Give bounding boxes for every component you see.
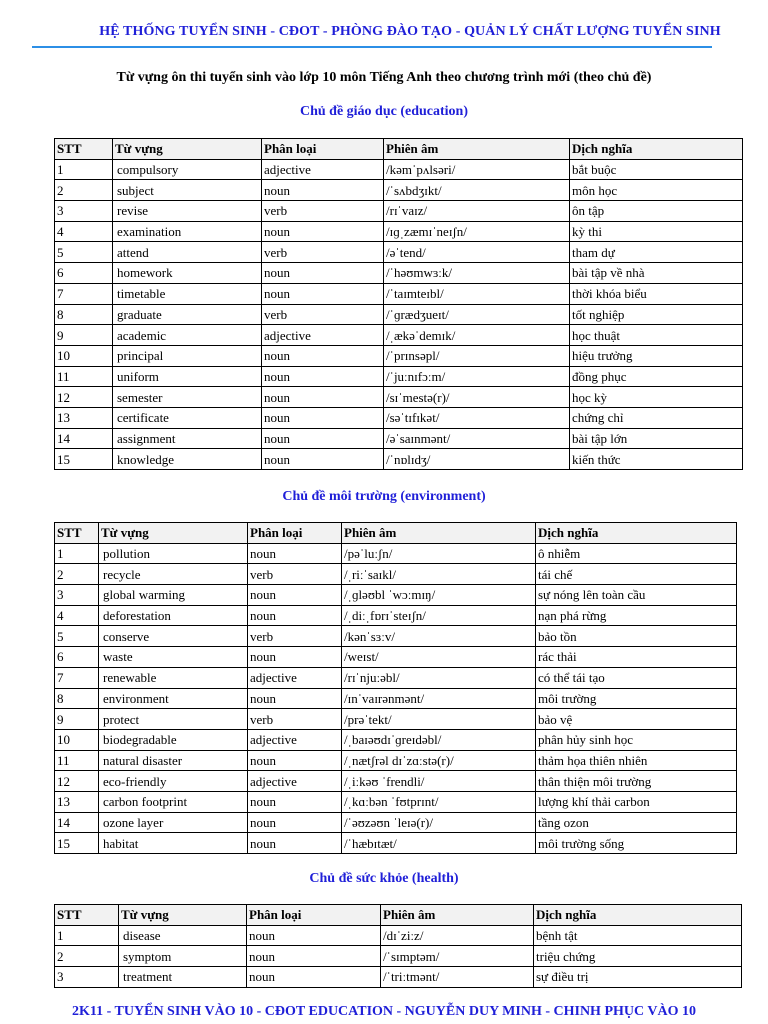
meaning: thảm họa thiên nhiên — [536, 750, 737, 771]
phonetic: /pəˈluːʃn/ — [342, 543, 536, 564]
word-type: adjective — [248, 729, 342, 750]
table-header-row — [55, 523, 737, 544]
meaning: chứng chỉ — [570, 407, 743, 428]
vocab-word: certificate — [113, 407, 262, 428]
vocab-word: compulsory — [113, 159, 262, 180]
phonetic: /ˈjuːnɪfɔːm/ — [384, 366, 570, 387]
row-number: 2 — [55, 180, 113, 201]
row-number: 1 — [55, 543, 99, 564]
vocab-word: principal — [113, 345, 262, 366]
section-title-health: Chủ đề sức khỏe (health) — [309, 871, 459, 886]
meaning: bài tập lớn — [570, 428, 743, 449]
meaning: môi trường — [536, 688, 737, 709]
phonetic: /ˌiːkəʊ ˈfrendli/ — [342, 771, 536, 792]
header-stt: STT — [55, 523, 99, 544]
row-number: 5 — [55, 242, 113, 263]
table-row — [55, 667, 737, 688]
word-type: noun — [262, 387, 384, 408]
table-row — [55, 180, 743, 201]
phonetic: /əˈsaɪnmənt/ — [384, 428, 570, 449]
phonetic: /ˈprɪnsəpl/ — [384, 345, 570, 366]
meaning: có thể tái tạo — [536, 667, 737, 688]
vocab-word: protect — [99, 709, 248, 730]
phonetic: /ˈhæbɪtæt/ — [342, 833, 536, 854]
word-type: noun — [248, 647, 342, 668]
vocab-word: recycle — [99, 564, 248, 585]
row-number: 7 — [55, 667, 99, 688]
phonetic: /ˌdiːˌfɒrɪˈsteɪʃn/ — [342, 605, 536, 626]
row-number: 10 — [55, 729, 99, 750]
row-number: 14 — [55, 812, 99, 833]
phonetic: /ˈhəʊmwɜːk/ — [384, 263, 570, 284]
meaning: bảo vệ — [536, 709, 737, 730]
meaning: lượng khí thải carbon — [536, 791, 737, 812]
table-row — [55, 449, 743, 470]
meaning: học kỳ — [570, 387, 743, 408]
word-type: noun — [248, 750, 342, 771]
header-ipa: Phiên âm — [381, 905, 534, 926]
table-row — [55, 543, 737, 564]
table-row — [55, 263, 743, 284]
header-meaning: Dịch nghĩa — [534, 905, 742, 926]
row-number: 13 — [55, 407, 113, 428]
row-number: 10 — [55, 345, 113, 366]
header-stt: STT — [55, 139, 113, 160]
meaning: bắt buộc — [570, 159, 743, 180]
vocab-word: knowledge — [113, 449, 262, 470]
vocab-word: assignment — [113, 428, 262, 449]
table-row — [55, 387, 743, 408]
table-header-row — [55, 139, 743, 160]
vocab-word: timetable — [113, 283, 262, 304]
vocab-word: environment — [99, 688, 248, 709]
document-title: Từ vựng ôn thi tuyển sinh vào lớp 10 môn Tiếng Anh theo chương trình mới (theo chủ đề) — [116, 70, 652, 85]
table-row — [55, 585, 737, 606]
vocab-word: semester — [113, 387, 262, 408]
row-number: 6 — [55, 263, 113, 284]
vocab-word: eco-friendly — [99, 771, 248, 792]
header-meaning: Dịch nghĩa — [570, 139, 743, 160]
word-type: verb — [248, 626, 342, 647]
table-row — [55, 688, 737, 709]
page-header: HỆ THỐNG TUYỂN SINH - CĐOT - PHÒNG ĐÀO TẠO - QUẢN LÝ CHẤT LƯỢNG TUYỂN SINH — [99, 24, 721, 39]
meaning: ô nhiễm — [536, 543, 737, 564]
vocab-word: conserve — [99, 626, 248, 647]
header-type: Phân loại — [247, 905, 381, 926]
table-row — [55, 709, 737, 730]
phonetic: /ˈəʊzəʊn ˈleɪə(r)/ — [342, 812, 536, 833]
table-row — [55, 771, 737, 792]
meaning: kỳ thi — [570, 221, 743, 242]
word-type: adjective — [248, 771, 342, 792]
phonetic: /sɪˈmestə(r)/ — [384, 387, 570, 408]
meaning: triệu chứng — [534, 946, 742, 967]
table-row — [55, 946, 742, 967]
table-row — [55, 407, 743, 428]
meaning: học thuật — [570, 325, 743, 346]
phonetic: /kəmˈpʌlsəri/ — [384, 159, 570, 180]
row-number: 8 — [55, 688, 99, 709]
word-type: verb — [262, 242, 384, 263]
meaning: tái chế — [536, 564, 737, 585]
table-row — [55, 366, 743, 387]
row-number: 3 — [55, 967, 119, 988]
vocab-word: natural disaster — [99, 750, 248, 771]
table-row — [55, 812, 737, 833]
row-number: 1 — [55, 925, 119, 946]
vocab-word: biodegradable — [99, 729, 248, 750]
section-title-education: Chủ đề giáo dục (education) — [299, 104, 469, 119]
row-number: 5 — [55, 626, 99, 647]
row-number: 11 — [55, 366, 113, 387]
vocab-word: academic — [113, 325, 262, 346]
phonetic: /ˌnætʃrəl dɪˈzɑːstə(r)/ — [342, 750, 536, 771]
header-word: Từ vựng — [99, 523, 248, 544]
table-row — [55, 647, 737, 668]
row-number: 2 — [55, 946, 119, 967]
word-type: verb — [248, 564, 342, 585]
meaning: bài tập về nhà — [570, 263, 743, 284]
meaning: ôn tập — [570, 201, 743, 222]
vocab-word: attend — [113, 242, 262, 263]
vocab-word: pollution — [99, 543, 248, 564]
vocab-word: symptom — [119, 946, 247, 967]
table-row — [55, 626, 737, 647]
vocab-word: carbon footprint — [99, 791, 248, 812]
row-number: 15 — [55, 833, 99, 854]
word-type: noun — [247, 925, 381, 946]
section-title-environment: Chủ đề môi trường (environment) — [282, 489, 486, 504]
vocab-word: ozone layer — [99, 812, 248, 833]
phonetic: /ˈsʌbdʒɪkt/ — [384, 180, 570, 201]
phonetic: /rɪˈvaɪz/ — [384, 201, 570, 222]
meaning: môn học — [570, 180, 743, 201]
phonetic: /ˌriːˈsaɪkl/ — [342, 564, 536, 585]
row-number: 14 — [55, 428, 113, 449]
word-type: noun — [248, 812, 342, 833]
word-type: noun — [248, 543, 342, 564]
row-number: 12 — [55, 771, 99, 792]
meaning: thời khóa biểu — [570, 283, 743, 304]
meaning: nạn phá rừng — [536, 605, 737, 626]
phonetic: /weɪst/ — [342, 647, 536, 668]
word-type: noun — [248, 605, 342, 626]
table-header-row — [55, 905, 742, 926]
phonetic: /səˈtɪfɪkət/ — [384, 407, 570, 428]
page-footer: 2K11 - TUYỂN SINH VÀO 10 - CĐOT EDUCATION - NGUYỄN DUY MINH - CHINH PHỤC VÀO 10 — [72, 1004, 696, 1019]
row-number: 2 — [55, 564, 99, 585]
word-type: noun — [248, 585, 342, 606]
header-divider — [32, 46, 712, 48]
meaning: môi trường sống — [536, 833, 737, 854]
phonetic: /ˌækəˈdemɪk/ — [384, 325, 570, 346]
phonetic: /dɪˈziːz/ — [381, 925, 534, 946]
word-type: noun — [262, 428, 384, 449]
word-type: adjective — [248, 667, 342, 688]
word-type: noun — [262, 283, 384, 304]
table-row — [55, 750, 737, 771]
row-number: 8 — [55, 304, 113, 325]
meaning: tầng ozon — [536, 812, 737, 833]
vocab-word: disease — [119, 925, 247, 946]
meaning: phân hủy sinh học — [536, 729, 737, 750]
word-type: adjective — [262, 325, 384, 346]
table-row — [55, 159, 743, 180]
word-type: noun — [262, 180, 384, 201]
table-row — [55, 201, 743, 222]
row-number: 7 — [55, 283, 113, 304]
vocab-word: deforestation — [99, 605, 248, 626]
phonetic: /kənˈsɜːv/ — [342, 626, 536, 647]
row-number: 9 — [55, 325, 113, 346]
word-type: noun — [248, 791, 342, 812]
header-stt: STT — [55, 905, 119, 926]
vocab-word: habitat — [99, 833, 248, 854]
table-row — [55, 605, 737, 626]
row-number: 4 — [55, 221, 113, 242]
header-meaning: Dịch nghĩa — [536, 523, 737, 544]
word-type: verb — [262, 304, 384, 325]
table-row — [55, 345, 743, 366]
word-type: noun — [247, 967, 381, 988]
meaning: sự nóng lên toàn cầu — [536, 585, 737, 606]
phonetic: /ˈtaɪmteɪbl/ — [384, 283, 570, 304]
meaning: bảo tồn — [536, 626, 737, 647]
meaning: đồng phục — [570, 366, 743, 387]
meaning: bệnh tật — [534, 925, 742, 946]
meaning: thân thiện môi trường — [536, 771, 737, 792]
word-type: noun — [262, 407, 384, 428]
row-number: 9 — [55, 709, 99, 730]
vocab-word: treatment — [119, 967, 247, 988]
phonetic: /ˈtriːtmənt/ — [381, 967, 534, 988]
header-ipa: Phiên âm — [342, 523, 536, 544]
header-word: Từ vựng — [119, 905, 247, 926]
header-type: Phân loại — [248, 523, 342, 544]
vocab-table-environment — [54, 522, 737, 854]
table-row — [55, 242, 743, 263]
vocab-word: uniform — [113, 366, 262, 387]
phonetic: /ˈɡrædʒueɪt/ — [384, 304, 570, 325]
row-number: 3 — [55, 201, 113, 222]
table-row — [55, 833, 737, 854]
row-number: 12 — [55, 387, 113, 408]
word-type: noun — [248, 833, 342, 854]
word-type: noun — [262, 366, 384, 387]
word-type: noun — [262, 221, 384, 242]
vocab-word: revise — [113, 201, 262, 222]
word-type: noun — [262, 345, 384, 366]
word-type: noun — [248, 688, 342, 709]
header-ipa: Phiên âm — [384, 139, 570, 160]
phonetic: /prəˈtekt/ — [342, 709, 536, 730]
header-word: Từ vựng — [113, 139, 262, 160]
vocab-word: renewable — [99, 667, 248, 688]
meaning: sự điều trị — [534, 967, 742, 988]
table-row — [55, 564, 737, 585]
vocab-word: waste — [99, 647, 248, 668]
row-number: 13 — [55, 791, 99, 812]
meaning: tốt nghiệp — [570, 304, 743, 325]
phonetic: /ɪnˈvaɪrənmənt/ — [342, 688, 536, 709]
meaning: tham dự — [570, 242, 743, 263]
word-type: adjective — [262, 159, 384, 180]
phonetic: /rɪˈnjuːəbl/ — [342, 667, 536, 688]
row-number: 4 — [55, 605, 99, 626]
phonetic: /əˈtend/ — [384, 242, 570, 263]
word-type: verb — [248, 709, 342, 730]
row-number: 11 — [55, 750, 99, 771]
vocab-table-education — [54, 138, 743, 470]
table-row — [55, 283, 743, 304]
header-type: Phân loại — [262, 139, 384, 160]
meaning: rác thải — [536, 647, 737, 668]
row-number: 6 — [55, 647, 99, 668]
vocab-word: graduate — [113, 304, 262, 325]
row-number: 3 — [55, 585, 99, 606]
phonetic: /ɪɡˌzæmɪˈneɪʃn/ — [384, 221, 570, 242]
vocab-word: examination — [113, 221, 262, 242]
phonetic: /ˌkɑːbən ˈfʊtprɪnt/ — [342, 791, 536, 812]
table-row — [55, 325, 743, 346]
table-row — [55, 221, 743, 242]
phonetic: /ˌɡləʊbl ˈwɔːmɪŋ/ — [342, 585, 536, 606]
table-row — [55, 967, 742, 988]
phonetic: /ˈnɒlɪdʒ/ — [384, 449, 570, 470]
meaning: kiến thức — [570, 449, 743, 470]
meaning: hiệu trưởng — [570, 345, 743, 366]
word-type: noun — [262, 263, 384, 284]
table-row — [55, 925, 742, 946]
vocab-word: global warming — [99, 585, 248, 606]
vocab-word: homework — [113, 263, 262, 284]
table-row — [55, 304, 743, 325]
word-type: noun — [262, 449, 384, 470]
vocab-table-health — [54, 904, 742, 988]
table-row — [55, 729, 737, 750]
table-row — [55, 428, 743, 449]
vocab-word: subject — [113, 180, 262, 201]
word-type: noun — [247, 946, 381, 967]
table-row — [55, 791, 737, 812]
phonetic: /ˈsɪmptəm/ — [381, 946, 534, 967]
row-number: 1 — [55, 159, 113, 180]
phonetic: /ˌbaɪəʊdɪˈɡreɪdəbl/ — [342, 729, 536, 750]
word-type: verb — [262, 201, 384, 222]
row-number: 15 — [55, 449, 113, 470]
